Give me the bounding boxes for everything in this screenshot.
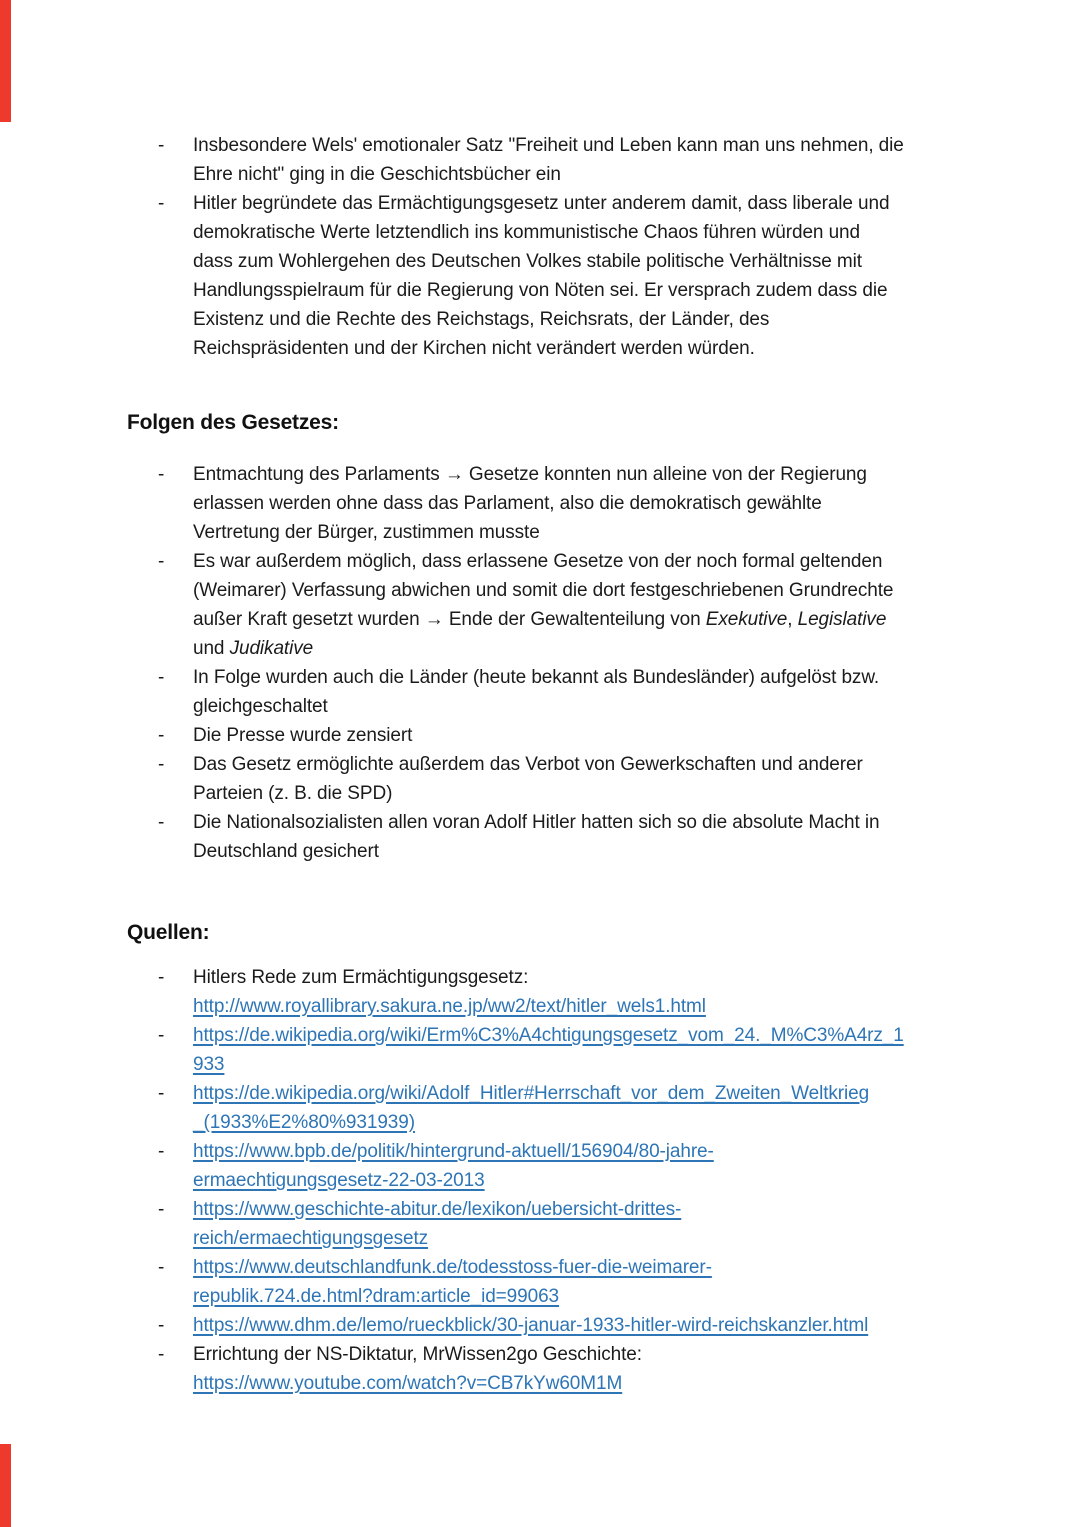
text-run: Reichspräsidenten und der Kirchen nicht verändert werden würden. — [193, 338, 755, 359]
list-item — [127, 1311, 972, 1340]
hyperlink[interactable]: republik.724.de.html?dram:article_id=99063 — [193, 1286, 560, 1307]
text-run: Deutschland gesichert — [193, 841, 379, 862]
text-line — [193, 837, 972, 866]
document-content — [127, 0, 972, 1398]
list-item — [127, 1137, 972, 1195]
list-item — [127, 808, 972, 866]
hyperlink[interactable]: http://www.royallibrary.sakura.ne.jp/ww2/text/hitler_wels1.html — [193, 996, 706, 1017]
text-run: , — [787, 609, 798, 630]
text-run: demokratische Werte letztendlich ins kommunistische Chaos führen würden und — [193, 222, 860, 243]
list-item — [127, 750, 972, 808]
text-line — [193, 276, 972, 305]
list-item — [127, 1021, 972, 1079]
text-line — [193, 750, 972, 779]
list-item-body — [193, 1253, 972, 1311]
text-line — [193, 247, 972, 276]
bullet-dash: - — [158, 967, 165, 988]
list-item — [127, 1340, 972, 1398]
text-line — [193, 460, 972, 489]
list-item — [127, 460, 972, 547]
text-run: Das Gesetz ermöglichte außerdem das Verbot von Gewerkschaften und anderer — [193, 754, 863, 775]
text-run: Es war außerdem möglich, dass erlassene Gesetze von der noch formal geltenden — [193, 551, 883, 572]
text-line — [193, 992, 972, 1021]
hyperlink[interactable]: https://www.deutschlandfunk.de/todesstoss-fuer-die-weimarer- — [193, 1257, 712, 1278]
text-line — [193, 779, 972, 808]
text-line — [193, 808, 972, 837]
text-line — [193, 1340, 972, 1369]
text-run: Legislative — [797, 609, 887, 630]
text-line — [193, 576, 972, 605]
intro-bullet-list — [127, 131, 972, 363]
hyperlink[interactable]: ermaechtigungsgesetz-22-03-2013 — [193, 1170, 485, 1191]
list-item-body — [193, 131, 972, 189]
hyperlink[interactable]: https://www.dhm.de/lemo/rueckblick/30-januar-1933-hitler-wird-reichskanzler.html — [193, 1315, 869, 1336]
text-run: Ehre nicht" ging in die Geschichtsbücher ein — [193, 164, 561, 185]
text-line — [193, 1050, 972, 1079]
spacer — [127, 437, 972, 460]
bullet-dash: - — [158, 1257, 165, 1278]
list-item — [127, 1195, 972, 1253]
text-line — [193, 518, 972, 547]
list-item-body — [193, 1079, 972, 1137]
text-line — [193, 1166, 972, 1195]
text-run: und — [193, 638, 230, 659]
list-item — [127, 1253, 972, 1311]
text-run: Insbesondere Wels' emotionaler Satz "Freiheit und Leben kann man uns nehmen, die — [193, 135, 904, 156]
text-line — [193, 1021, 972, 1050]
text-run: Judikative — [229, 638, 314, 659]
text-run: (Weimarer) Verfassung abwichen und somit die dort festgeschriebenen Grundrechte — [193, 580, 894, 601]
text-run: In Folge wurden auch die Länder (heute bekannt als Bundesländer) aufgelöst bzw. — [193, 667, 880, 688]
hyperlink[interactable]: _(1933%E2%80%931939) — [193, 1112, 415, 1133]
list-item — [127, 721, 972, 750]
text-run: Parteien (z. B. die SPD) — [193, 783, 393, 804]
hyperlink[interactable]: https://www.geschichte-abitur.de/lexikon/uebersicht-drittes- — [193, 1199, 682, 1220]
spacer — [127, 947, 972, 963]
bullet-dash: - — [158, 464, 165, 485]
text-run: Existenz und die Rechte des Reichstags, Reichsrats, der Länder, des — [193, 309, 770, 330]
text-line — [193, 1079, 972, 1108]
hyperlink[interactable]: https://de.wikipedia.org/wiki/Erm%C3%A4chtigungsgesetz_vom_24._M%C3%A4rz_1 — [193, 1025, 904, 1046]
list-item-body — [193, 1311, 972, 1340]
list-item — [127, 131, 972, 189]
text-line — [193, 334, 972, 363]
top-spacer — [127, 0, 972, 131]
text-line — [193, 1369, 972, 1398]
bullet-dash: - — [158, 1344, 165, 1365]
text-run: Handlungsspielraum für die Regierung von Nöten sei. Er versprach zudem dass die — [193, 280, 888, 301]
bullet-dash: - — [158, 725, 165, 746]
text-line — [193, 634, 972, 663]
list-item-body — [193, 1137, 972, 1195]
text-run: Entmachtung des Parlaments → Gesetze konnten nun alleine von der Regierung — [193, 464, 867, 485]
text-line — [193, 547, 972, 576]
bullet-dash: - — [158, 754, 165, 775]
bullet-dash: - — [158, 551, 165, 572]
text-run: dass zum Wohlergehen des Deutschen Volkes stabile politische Verhältnisse mit — [193, 251, 862, 272]
text-run: außer Kraft gesetzt wurden → Ende der Gewaltenteilung von — [193, 609, 706, 630]
list-item-body — [193, 721, 972, 750]
text-line — [193, 160, 972, 189]
text-line — [193, 605, 972, 634]
text-line — [193, 1137, 972, 1166]
list-item-body — [193, 1021, 972, 1079]
text-run: gleichgeschaltet — [193, 696, 328, 717]
bullet-dash: - — [158, 1083, 165, 1104]
text-line — [193, 305, 972, 334]
text-line — [193, 963, 972, 992]
hyperlink[interactable]: https://www.bpb.de/politik/hintergrund-aktuell/156904/80-jahre- — [193, 1141, 714, 1162]
text-line — [193, 131, 972, 160]
list-item — [127, 547, 972, 663]
list-item-body — [193, 1195, 972, 1253]
hyperlink[interactable]: reich/ermaechtigungsgesetz — [193, 1228, 429, 1249]
text-run: Die Presse wurde zensiert — [193, 725, 413, 746]
text-run: Vertretung der Bürger, zustimmen musste — [193, 522, 540, 543]
text-run: Exekutive — [705, 609, 788, 630]
text-line — [193, 489, 972, 518]
list-item-body — [193, 547, 972, 663]
list-item-body — [193, 808, 972, 866]
hyperlink[interactable]: https://de.wikipedia.org/wiki/Adolf_Hitler#Herrschaft_vor_dem_Zweiten_Weltkrieg — [193, 1083, 870, 1104]
bullet-dash: - — [158, 667, 165, 688]
bullet-dash: - — [158, 1199, 165, 1220]
bullet-dash: - — [158, 193, 165, 214]
text-run: Hitlers Rede zum Ermächtigungsgesetz: — [193, 967, 529, 988]
text-line — [193, 218, 972, 247]
text-line — [193, 1195, 972, 1224]
text-line — [193, 1253, 972, 1282]
text-line — [193, 1282, 972, 1311]
text-line — [193, 189, 972, 218]
list-item-body — [193, 189, 972, 363]
bullet-dash: - — [158, 1025, 165, 1046]
folgen-bullet-list — [127, 460, 972, 866]
text-line — [193, 692, 972, 721]
text-run: Errichtung der NS-Diktatur, MrWissen2go Geschichte: — [193, 1344, 642, 1365]
bullet-dash: - — [158, 1141, 165, 1162]
heading-quellen: Quellen: — [127, 921, 210, 944]
text-run: Die Nationalsozialisten allen voran Adolf Hitler hatten sich so die absolute Macht in — [193, 812, 880, 833]
text-run: erlassen werden ohne dass das Parlament, also die demokratisch gewählte — [193, 493, 822, 514]
spacer — [127, 363, 972, 408]
page-edge-mark-bottom — [0, 1444, 11, 1527]
list-item — [127, 189, 972, 363]
hyperlink[interactable]: 933 — [193, 1054, 225, 1075]
text-line — [193, 1108, 972, 1137]
quellen-source-list — [127, 963, 972, 1398]
list-item — [127, 663, 972, 721]
text-line — [193, 721, 972, 750]
hyperlink[interactable]: https://www.youtube.com/watch?v=CB7kYw60M1M — [193, 1373, 623, 1394]
bullet-dash: - — [158, 135, 165, 156]
list-item-body — [193, 1340, 972, 1398]
list-item-body — [193, 750, 972, 808]
list-item — [127, 963, 972, 1021]
bullet-dash: - — [158, 812, 165, 833]
text-run: Hitler begründete das Ermächtigungsgesetz unter anderem damit, dass liberale und — [193, 193, 890, 214]
spacer — [127, 866, 972, 918]
list-item-body — [193, 963, 972, 1021]
text-line — [193, 1224, 972, 1253]
list-item-body — [193, 663, 972, 721]
text-line — [193, 1311, 972, 1340]
heading-folgen-des-gesetzes: Folgen des Gesetzes: — [127, 411, 339, 434]
text-line — [193, 663, 972, 692]
list-item — [127, 1079, 972, 1137]
page-edge-mark-top — [0, 0, 11, 122]
list-item-body — [193, 460, 972, 547]
bullet-dash: - — [158, 1315, 165, 1336]
